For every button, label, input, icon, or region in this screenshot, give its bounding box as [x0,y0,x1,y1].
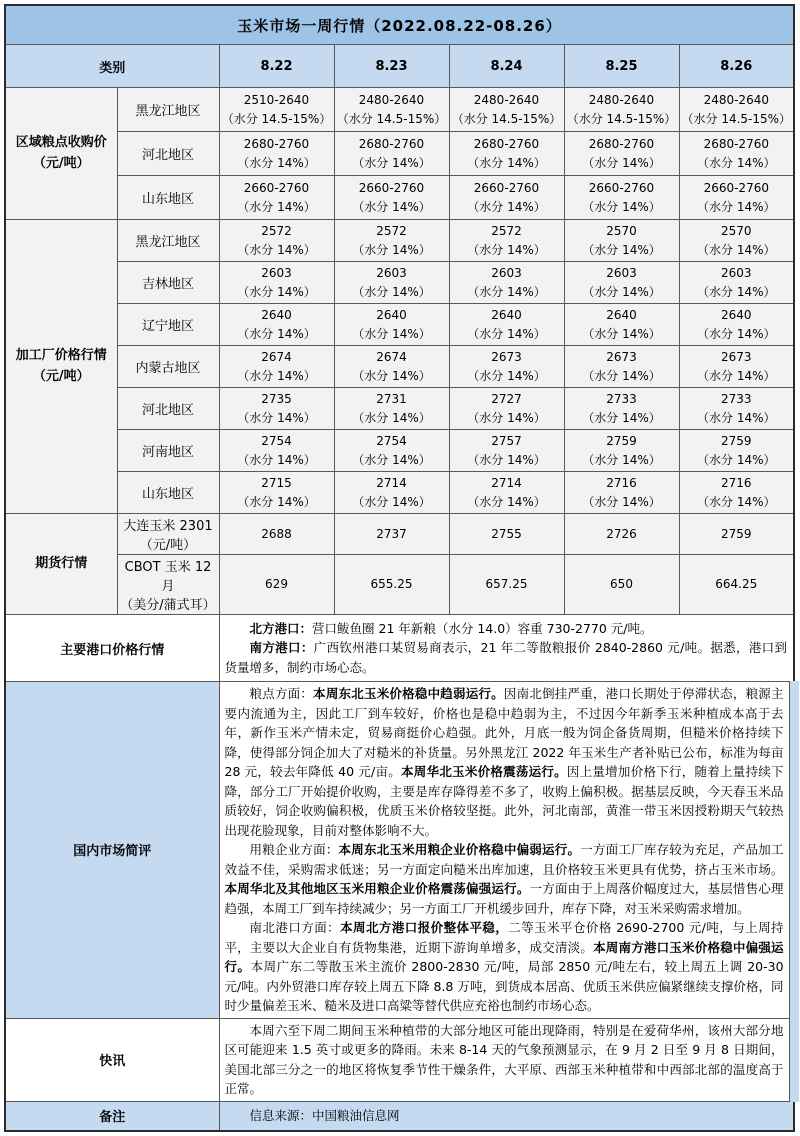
date-header: 8.23 [334,45,449,88]
text-run: 本周广东二等散玉米主流价 2800-2830 元/吨，局部 2850 元/吨左右，较上周五上调 20-30 元/吨。内外贸港口库存较上周五下降 8.8 万吨，到货成本居高、优质玉米供应偏紧继续支撑价格，同时少量偏差玉米、糙米及进口高粱等替代供应充裕也制约市场心态。 [224,959,784,1013]
price-cell: 2755 [449,514,564,555]
paragraph [225,918,784,1016]
price-cell: 2510-2640 （水分 14.5-15%） [219,88,334,132]
price-cell: 2680-2760 （水分 14%） [679,132,794,176]
price-cell: 2680-2760 （水分 14%） [449,132,564,176]
price-cell: 2603 （水分 14%） [564,262,679,304]
header-row [5,45,794,88]
price-cell: 2674 （水分 14%） [219,346,334,388]
price-cell: 2660-2760 （水分 14%） [334,176,449,220]
price-cell: 2603 （水分 14%） [334,262,449,304]
region-label: 大连玉米 2301 （元/吨） [117,514,219,555]
text-section-label: 快讯 [5,1018,219,1101]
paragraph [225,638,788,677]
price-cell: 2714 （水分 14%） [449,472,564,514]
price-cell: 2640 （水分 14%） [679,304,794,346]
date-header: 8.24 [449,45,564,88]
price-row [5,555,794,615]
price-cell: 2735 （水分 14%） [219,388,334,430]
price-cell: 2754 （水分 14%） [219,430,334,472]
text-run: 粮点方面： [249,686,314,701]
price-cell: 2660-2760 （水分 14%） [679,176,794,220]
text-run: 用粮企业方面： [249,842,339,857]
price-cell: 2716 （水分 14%） [564,472,679,514]
price-cell: 2640 （水分 14%） [219,304,334,346]
price-row [5,472,794,514]
text-section-content [219,1101,794,1131]
price-row [5,132,794,176]
price-cell: 2603 （水分 14%） [679,262,794,304]
text-section-content [219,1018,794,1101]
price-cell: 2733 （水分 14%） [564,388,679,430]
price-cell: 2680-2760 （水分 14%） [219,132,334,176]
price-cell: 2640 （水分 14%） [449,304,564,346]
region-label: 内蒙古地区 [117,346,219,388]
price-cell: 2572 （水分 14%） [449,220,564,262]
price-cell: 2603 （水分 14%） [219,262,334,304]
region-label: 黑龙江地区 [117,220,219,262]
region-label: CBOT 玉米 12 月 （美分/蒲式耳） [117,555,219,615]
price-row [5,514,794,555]
price-cell: 2727 （水分 14%） [449,388,564,430]
price-cell: 2572 （水分 14%） [334,220,449,262]
price-cell: 2737 [334,514,449,555]
price-cell: 2660-2760 （水分 14%） [449,176,564,220]
text-run: 一方面由于上周落价幅度过大，基层惜售心理趋强，本周工厂到车持续减少；另一方面工厂开机缓步回升，库存下降，对玉米采购需求增加。 [224,881,784,916]
bold-text-run: 本周北方港口报价整体平稳， [340,920,509,935]
title-row [5,5,794,45]
bold-text-run: 本周华北玉米价格震荡运行。 [401,764,567,779]
text-section-row-flash [5,1018,794,1101]
section-row-label: 加工厂价格行情 （元/吨） [5,220,117,514]
price-row [5,262,794,304]
section-row-label: 区域粮点收购价 （元/吨） [5,88,117,220]
price-row [5,176,794,220]
price-cell: 2660-2760 （水分 14%） [219,176,334,220]
price-cell: 2726 [564,514,679,555]
price-cell: 2673 （水分 14%） [564,346,679,388]
text-run: 一方面工厂库存较为充足，产品加工效益不佳，采购需求低迷；另一方面定向糙米出库加速，且价格较玉米更具有优势，挤占玉米市场。 [224,842,784,877]
price-cell: 2716 （水分 14%） [679,472,794,514]
paragraph [225,1106,788,1126]
text-run: 南北港口方面： [249,920,341,935]
price-row [5,88,794,132]
price-cell: 2673 （水分 14%） [679,346,794,388]
text-run: 广西钦州港口某贸易商表示，21 年二等散粮报价 2840-2860 元/吨。据悉，港口到货量增多，制约市场心态。 [224,640,788,675]
price-cell: 664.25 [679,555,794,615]
price-cell: 629 [219,555,334,615]
price-row [5,388,794,430]
text-section-row-review [5,682,794,1019]
text-section-label: 主要港口价格行情 [5,615,219,682]
bold-text-run: 北方港口： [249,620,313,636]
paragraph [225,840,784,918]
price-cell: 657.25 [449,555,564,615]
text-run: 二等玉米平仓价格 2690-2700 元/吨，与上周持平，主要以大企业自有货物集港，近期下游询单增多，成交清淡。 [224,920,784,955]
price-cell: 2759 （水分 14%） [564,430,679,472]
price-cell: 2480-2640 （水分 14.5-15%） [449,88,564,132]
price-cell: 2757 （水分 14%） [449,430,564,472]
text-section-content [219,682,794,1019]
table-title: 玉米市场一周行情（2022.08.22-08.26） [5,5,794,45]
date-header: 8.26 [679,45,794,88]
region-label: 河北地区 [117,388,219,430]
region-label: 吉林地区 [117,262,219,304]
price-cell: 2570 （水分 14%） [564,220,679,262]
date-header: 8.25 [564,45,679,88]
price-cell: 2480-2640 （水分 14.5-15%） [564,88,679,132]
price-row [5,430,794,472]
text-run: 因南北倒挂严重，港口长期处于停滞状态，粮源主要内流通为主，因此工厂到车较好，价格也是稳中趋弱为主，不过因今年新季玉米种植成本高于去年，新作玉米产情未定，贸易商挺价心趋强。此外，月底一般为饲企备货周期，但糙米价格持续下降，使得部分饲企加大了对糙米的补货量。另外黑龙江 2022 年玉米生产者补贴已公布，标准为每亩 28 元，较去年降低 40 元/亩。 [224,686,784,779]
price-cell: 655.25 [334,555,449,615]
text-run: 本周六至下周二期间玉米种植带的大部分地区可能出现降雨，特别是在爱荷华州，该州大部分地区可能迎来 1.5 英寸或更多的降雨。未来 8-14 天的气象预测显示，在 9 月 2 日至 9 月 8 日期间，美国北部三分之一的地区将恢复季节性干燥条件，大平原、西部玉米种植带和中西部北部的温度高于正常。 [224,1022,784,1096]
date-header: 8.22 [219,45,334,88]
price-cell: 2673 （水分 14%） [449,346,564,388]
price-cell: 2640 （水分 14%） [564,304,679,346]
bold-text-run: 本周东北玉米用粮企业价格稳中偏弱运行。 [338,842,581,857]
text-section-row-note [5,1101,794,1131]
price-cell: 2674 （水分 14%） [334,346,449,388]
bold-text-run: 本周南方港口玉米价格稳中偏强运行。 [224,939,784,974]
price-cell: 2688 [219,514,334,555]
price-cell: 650 [564,555,679,615]
price-cell: 2640 （水分 14%） [334,304,449,346]
region-label: 山东地区 [117,176,219,220]
text-section-label: 国内市场简评 [5,682,219,1019]
text-section-label: 备注 [5,1101,219,1131]
region-label: 河北地区 [117,132,219,176]
price-cell: 2570 （水分 14%） [679,220,794,262]
text-run: 因上量增加价格下行，随着上量持续下降，部分工厂开始提价收购，主要是库存降得差不多了，收购上偏积极。据基层反映，今天春玉米品质较好，饲企收购偏积极，优质玉米价格较坚挺。此外，河北南部，黄淮一带玉米因授粉期天气较热出现花脸现象，目前对整体影响不大。 [224,764,784,838]
text-run: 营口鲅鱼圈 21 年新粮（水分 14.0）容重 730-2770 元/吨。 [312,620,653,636]
price-cell: 2680-2760 （水分 14%） [564,132,679,176]
price-cell: 2480-2640 （水分 14.5-15%） [679,88,794,132]
price-cell: 2572 （水分 14%） [219,220,334,262]
price-cell: 2733 （水分 14%） [679,388,794,430]
text-run: 信息来源：中国粮油信息网 [249,1107,400,1123]
region-label: 山东地区 [117,472,219,514]
corn-market-table [4,4,799,1132]
section-row-label: 期货行情 [5,514,117,615]
price-row [5,304,794,346]
region-label: 黑龙江地区 [117,88,219,132]
region-label: 河南地区 [117,430,219,472]
region-label: 辽宁地区 [117,304,219,346]
paragraph [225,619,788,639]
price-cell: 2731 （水分 14%） [334,388,449,430]
price-cell: 2714 （水分 14%） [334,472,449,514]
table-body [5,88,794,1131]
price-cell: 2660-2760 （水分 14%） [564,176,679,220]
text-section-row-ports [5,615,794,682]
price-cell: 2759 （水分 14%） [679,430,794,472]
bold-text-run: 南方港口： [249,640,314,656]
price-cell: 2603 （水分 14%） [449,262,564,304]
price-row [5,220,794,262]
bold-text-run: 本周华北及其他地区玉米用粮企业价格震荡偏强运行。 [224,881,530,896]
bold-text-run: 本周东北玉米价格稳中趋弱运行。 [313,686,504,701]
text-section-content [219,615,794,682]
paragraph [225,684,784,840]
price-cell: 2759 [679,514,794,555]
price-cell: 2715 （水分 14%） [219,472,334,514]
price-cell: 2754 （水分 14%） [334,430,449,472]
price-cell: 2480-2640 （水分 14.5-15%） [334,88,449,132]
price-row [5,346,794,388]
price-cell: 2680-2760 （水分 14%） [334,132,449,176]
paragraph [225,1021,784,1099]
category-header: 类别 [5,45,219,88]
